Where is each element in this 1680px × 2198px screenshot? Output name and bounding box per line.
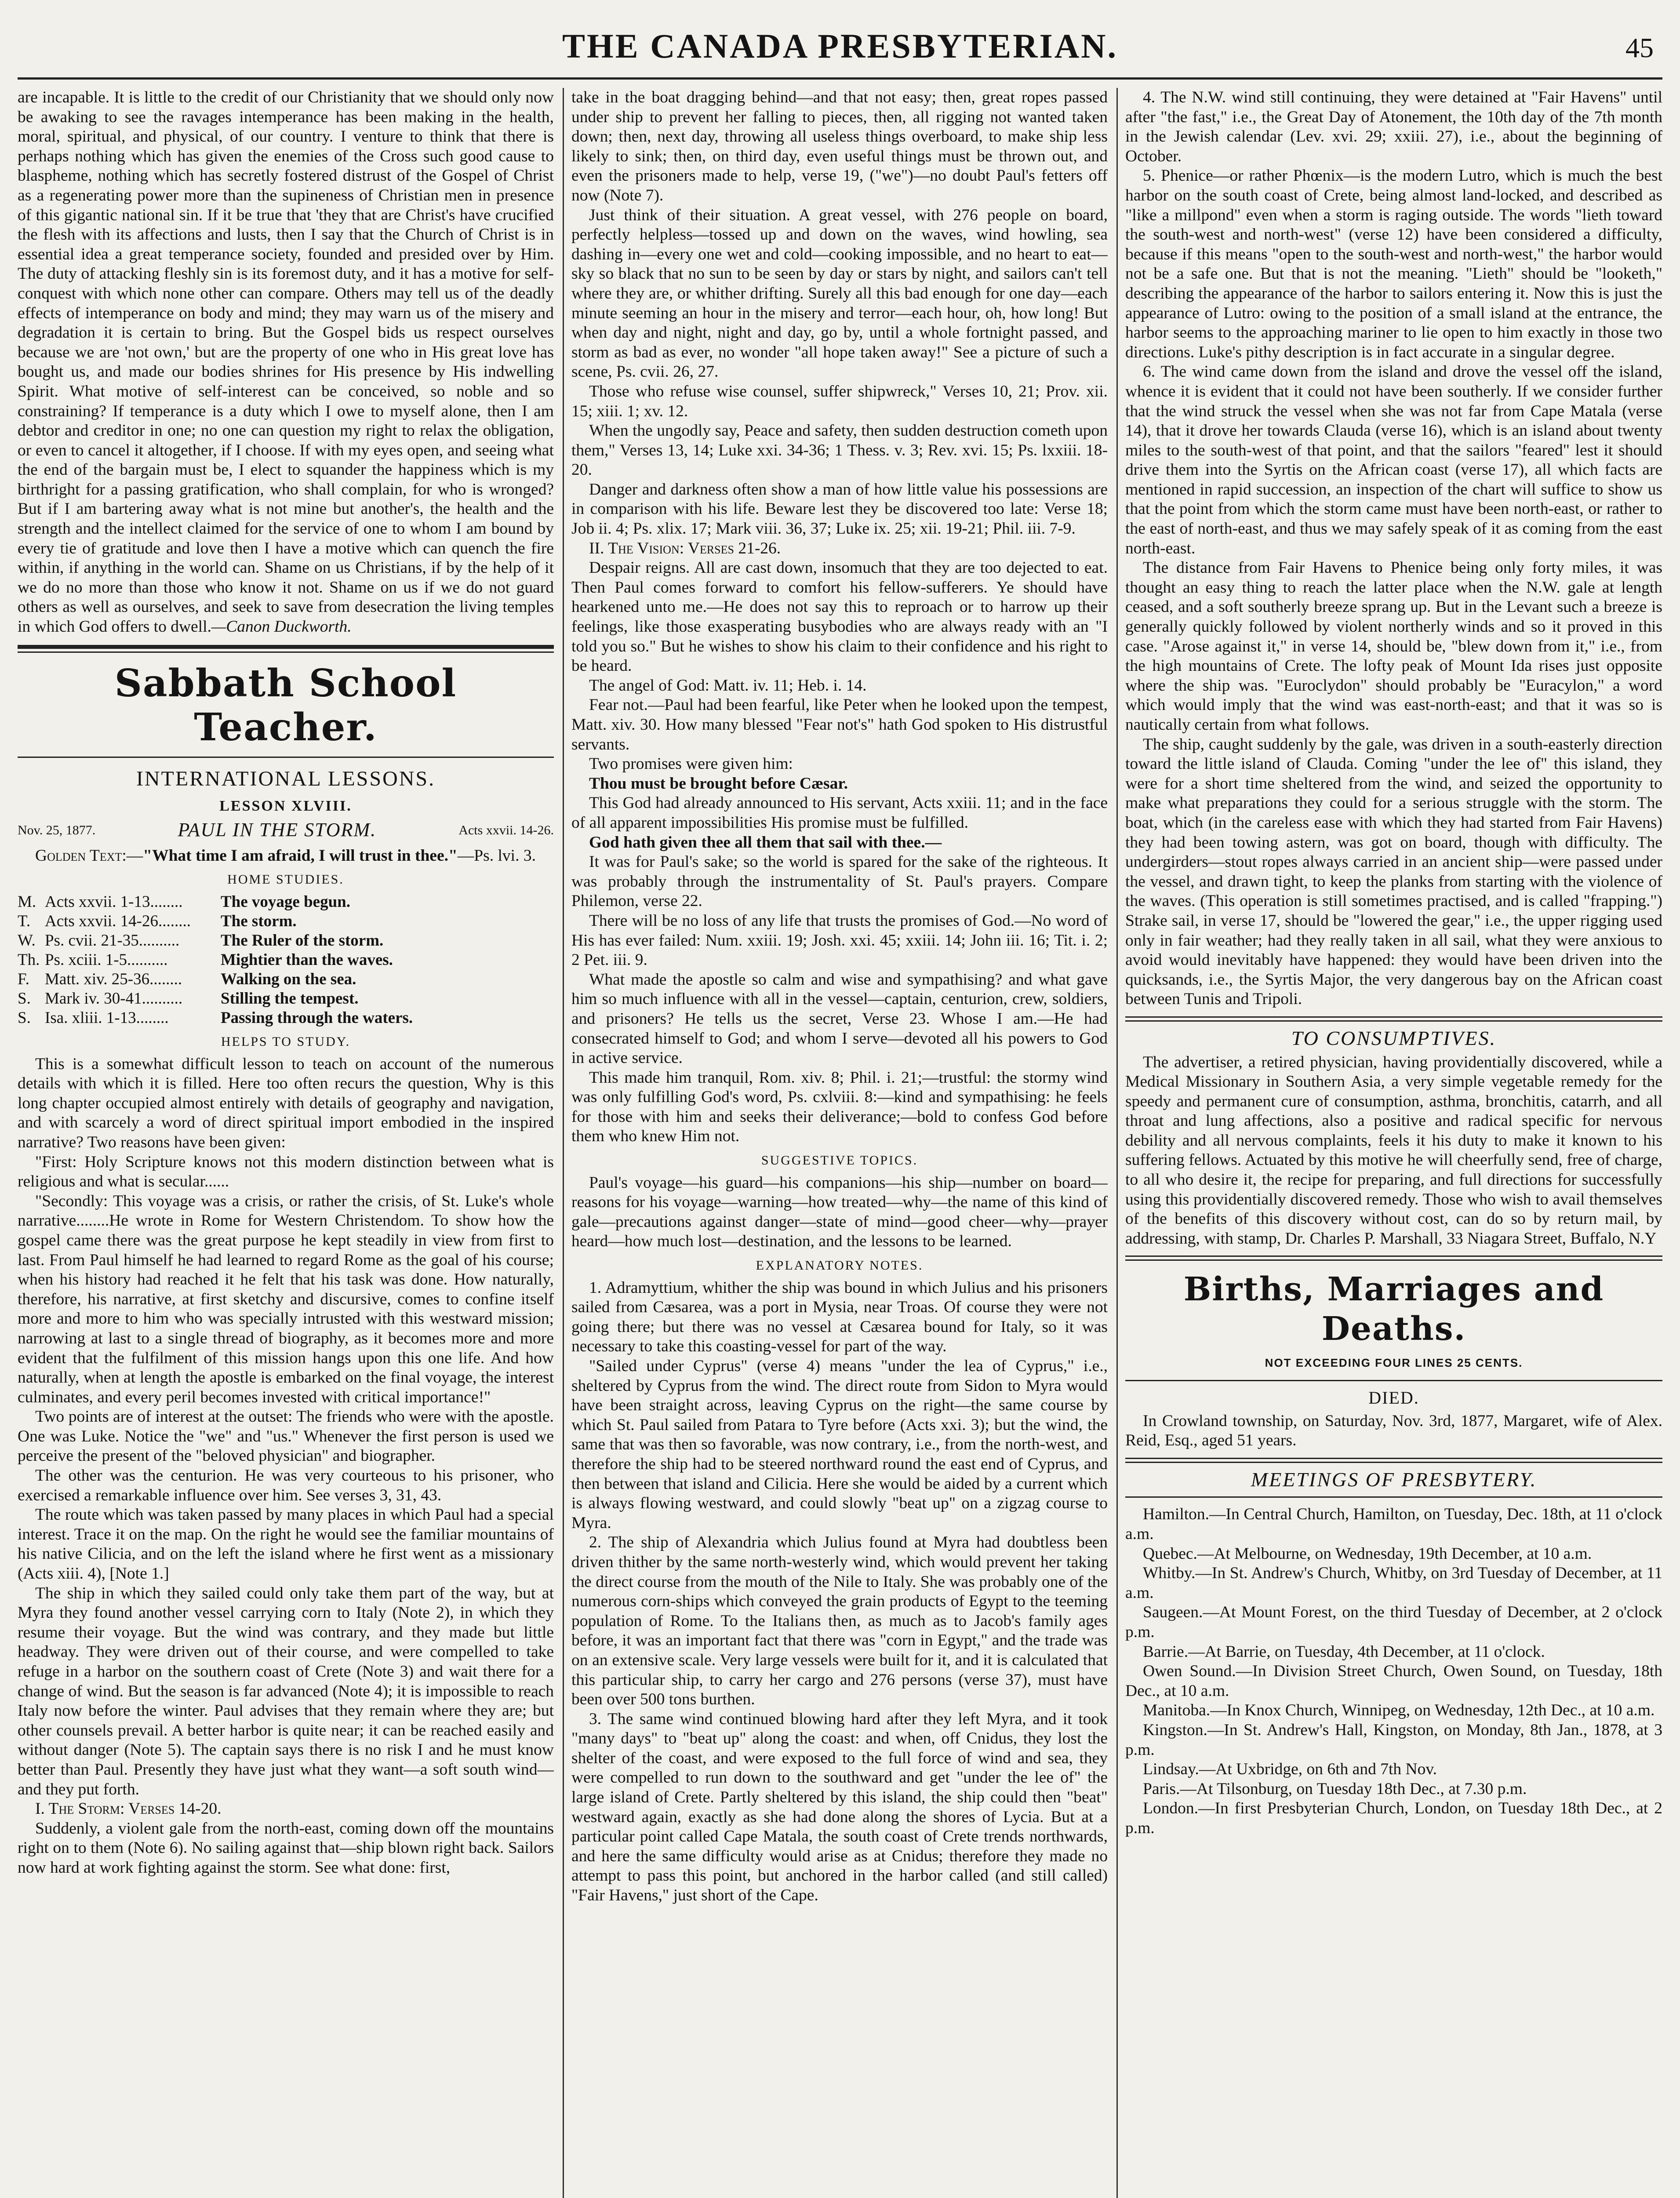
meetings-heading: MEETINGS OF PRESBYTERY. — [1251, 1468, 1537, 1491]
section-rule — [18, 757, 554, 758]
home-studies-list — [18, 892, 554, 1028]
list-item: Saugeen.—At Mount Forest, on the third Tuesday of December, at 2 o'clock p.m. — [1125, 1603, 1662, 1641]
section-rule — [1125, 1458, 1662, 1463]
section-rule — [18, 645, 554, 653]
paragraph: The distance from Fair Havens to Phenice being only forty miles, it was thought an easy thing to reach the latter place when the N.W. gale at length ceased, and a soft southerly breeze sprang up. But in the Levant such a breeze is generally quickly followed by violent northerly winds and so it proved in this case. "Arose against it," in verse 14, should be, "blew down from it," i.e., from the high mountains of Crete. The lofty peak of Mount Ida rises just opposite where the ship was. "Euroclydon" should probably be "Euracylon," a word which would imply that the wind was east-north-east; and that it was so is nautically certain from what follows. — [1125, 559, 1662, 734]
golden-text: Golden Text:—"What time I am afraid, I will trust in thee."—Ps. lvi. 3. — [35, 846, 536, 865]
paragraph: Suddenly, a violent gale from the north-east, coming down off the mountains right on to them (Note 6). No sailing against that—ship blown right back. Sailors now hard at work fighting against the storm. See what done: first, — [18, 1819, 554, 1877]
subheading: I. The Storm: Verses 14-20. — [35, 1800, 222, 1818]
list-item: W. Ps. cvii. 21-35.......... The Ruler of the storm. — [18, 932, 384, 950]
page-number: 45 — [1625, 32, 1654, 63]
advertisement: The advertiser, a retired physician, having providentially discovered, while a Medical Missionary in Southern Asia, a very simple vegetable remedy for the speedy and permanent cure of consumption, asthma, bronchitis, catarrh, and all throat and lung affections, also a positive and radical specific for nervous debility and all nervous complaints, feels it his duty to make it known to his suffering fellows. Actuated by this motive he will cheerfully send, free of charge, to all who desire it, the recipe for preparing, and full directions for successfully using this providentially discovered remedy. Those who wish to avail themselves of the benefits of this discovery without cost, can do so by return mail, by addressing, with stamp, Dr. Charles P. Marshall, 33 Niagara Street, Buffalo, N.Y — [1125, 1053, 1662, 1248]
paragraph: "First: Holy Scripture knows not this modern distinction between what is religious and what is secular...... — [18, 1153, 554, 1191]
column-2 — [571, 88, 1108, 2198]
section-rule — [1125, 1255, 1662, 1261]
paragraph: 6. The wind came down from the island and drove the vessel off the island, whence it is evident that it could not have been southerly. If we consider further that the wind struck the vessel when she was not far from Cape Matala (verse 14), that it drove her towards Clauda (verse 16), which is an island about twenty miles to the south-west of that point, and that the sailors "feared" lest it should drive them into the Syrtis on the African coast (verse 17), all which facts are mentioned in rapid succession, an inspection of the chart will suffice to show us that the point from which the storm came must have been north-east, or rather to the east of north-east, and thus we may safely speak of it as coming from the east north-east. — [1125, 363, 1662, 557]
list-item: M. Acts xxvii. 1-13........ The voyage begun. — [18, 893, 351, 911]
newspaper-title: THE CANADA PRESBYTERIAN. — [562, 27, 1118, 65]
lesson-header — [18, 820, 554, 840]
paragraph: The other was the centurion. He was very courteous to his prisoner, who exercised a remarkable influence over him. See verses 3, 31, 43. — [18, 1467, 554, 1504]
subheading: II. The Vision: Verses 21-26. — [589, 539, 781, 557]
paragraph: take in the boat dragging behind—and that not easy; then, great ropes passed under ship to prevent her falling to pieces, then, all rigging not wanted taken down; then, next day, throwing all useless things overboard, to make ship less likely to sink; then, on third day, even useful things must be thrown out, and even the prisoners made to help, verse 19, ("we")—no doubt Paul's fetters off now (Note 7). — [571, 88, 1108, 204]
paragraph: Fear not.—Paul had been fearful, like Peter when he looked upon the tempest, Matt. xiv. 30. How many blessed "Fear not's" hath God spoken to His distrustful servants. — [571, 696, 1108, 753]
paragraph: Thou must be brought before Cæsar. — [589, 774, 848, 793]
paragraph: Despair reigns. All are cast down, insomuch that they are too dejected to eat. Then Paul comes forward to comfort his fellow-sufferers. Ye should have hearkened unto me.—He does not say this to reproach or to harrow up their feelings, like those exasperating busybodies who are always ready with an "I told you so." But he wishes to show his claim to their confidence and his right to be heard. — [571, 559, 1108, 675]
section-title: Sabbath School Teacher. — [114, 661, 457, 750]
suggestive-topics-heading: SUGGESTIVE TOPICS. — [761, 1153, 918, 1168]
paragraph: "Secondly: This voyage was a crisis, or rather the crisis, of St. Luke's whole narrative........He wrote in Rome for Western Christendom. To show how the gospel came there was the great purpose he kept steadily in view from first to last. From Paul himself he had learned to regard Rome as the goal of his course; when his history had reached it he felt that his task was done. How naturally, therefore, his narrative, at first sketchy and discursive, comes to confine itself more and more to him who was specially intrusted with this westward mission; narrowing at last to a single thread of biography, as it becomes more and more evident that the fulfilment of this mission hangs upon this one life. And how naturally, when at length the apostle is embarked on the final voyage, the interest culminates, and every peril becomes invested with critical importance!" — [18, 1192, 554, 1406]
list-item: T. Acts xxvii. 14-26........ The storm. — [18, 912, 297, 930]
lesson-title: PAUL IN THE STORM. — [178, 819, 377, 841]
column-separator — [1116, 88, 1118, 2198]
list-item: S. Isa. xliii. 1-13........ Passing through the waters. — [18, 1009, 413, 1027]
temperance-article: are incapable. It is little to the credit of our Christianity that we should only now be awaking to see the ravages intemperance has been making in the health, moral, spiritual, and physical, of our country. I venture to think that there is perhaps nothing which has given the enemies of the Cross such good cause to blaspheme, nothing which has secretly fostered distrust of the Gospel of Christ as a regenerating power more than the supineness of Christian men in presence of this gigantic national sin. If it be true that 'they that are Christ's have crucified the flesh with its affections and lusts, then I say that the Church of Christ is in essential idea a great temperance society, founded and presided over by Him. The duty of attacking fleshly sin is its foremost duty, and it has a motive for self-conquest with which none other can compare. Others may tell us of the deadly effects of intemperance on body and mind; they may warn us of the misery and degradation it is certain to bring. But the Gospel bids us respect ourselves because we are 'not own,' but are the property of one who in His great love has bought us, and made our bodies shrines for His presence by His indwelling Spirit. What motive of self-interest can be conceived, so noble and so constraining? If temperance is a duty which I owe to myself alone, then I am debtor and creditor in one; no one can question my right to relax the obligation, or even to cancel it altogether, if I choose. If with my eyes open, and seeing what the end of the bargain must be, I elect to squander the happiness which is my birthright for a passing gratification, who shall complain, for who is wronged? But if I am bartering away what is not mine but another's, the health and the strength and the intellect claimed for the service of one to whom I am bound by every tie of gratitude and love then I have a motive which can quench the fire within, if anything in the world can. Shame on us Christians, if by the help of it we do no more than those who know it not. Shame on us if we do not guard others as well as ourselves, and seek to save from desecration the living temples in which God offers to dwell.—Canon Duckworth. — [18, 88, 554, 636]
paragraph: God hath given thee all them that sail with thee.— — [589, 833, 942, 852]
section-rule — [1125, 1496, 1662, 1498]
paragraph: 3. The same wind continued blowing hard after they left Myra, and it took "many days" to "beat up" along the coast: and when, off Cnidus, they lost the shelter of the coast, and were exposed to the full force of wind and sea, they were compelled to run down to the southward and get "under the lee of" the large island of Crete. Partly sheltered by this island, the ship could then "beat" westward again, exactly as she had done along the shores of Lycia. But at a particular point called Cape Matala, the south coast of Crete trends northwards, and here the same difficulty would arise as at Cnidus; therefore they made no attempt to pass this point, but anchored in the harbor called (and still called) "Fair Havens," just short of the Cape. — [571, 1710, 1108, 1905]
paragraph: Two promises were given him: — [589, 755, 793, 773]
column-3 — [1125, 88, 1662, 2198]
column-1 — [18, 88, 554, 2198]
explanatory-notes-heading: EXPLANATORY NOTES. — [756, 1258, 924, 1273]
list-item: Whitby.—In St. Andrew's Church, Whitby, on 3rd Tuesday of December, at 11 a.m. — [1125, 1564, 1662, 1602]
paragraph: 2. The ship of Alexandria which Julius found at Myra had doubtless been driven thither by the same north-westerly wind, which would prevent her taking the direct course from the mouth of the Nile to Italy. She was probably one of the numerous corn-ships which conveyed the grain products of Egypt to the teeming population of Rome. To the Italians then, as much as to Jacob's family ages before, it was an important fact that there was "corn in Egypt," and the trade was on an extensive scale. Very large vessels were built for it, and it is calculated that this particular ship, to carry her cargo and 276 persons (verse 37), must have been over 500 tons burthen. — [571, 1533, 1108, 1709]
list-item: Barrie.—At Barrie, on Tuesday, 4th December, at 11 o'clock. — [1143, 1642, 1545, 1661]
list-item: Kingston.—In St. Andrew's Hall, Kingston, on Monday, 8th Jan., 1878, at 3 p.m. — [1125, 1721, 1662, 1759]
masthead-rule — [18, 77, 1662, 80]
list-item: Th. Ps. xciii. 1-5.......... Mightier than the waves. — [18, 951, 393, 969]
home-studies-heading: HOME STUDIES. — [227, 872, 344, 887]
lesson-number: LESSON XLVIII. — [219, 797, 352, 814]
consumptives-heading: TO CONSUMPTIVES. — [1291, 1026, 1497, 1049]
list-item: Paris.—At Tilsonburg, on Tuesday 18th Dec., at 7.30 p.m. — [1143, 1780, 1527, 1798]
death-notice: In Crowland township, on Saturday, Nov. 3rd, 1877, Margaret, wife of Alex. Reid, Esq., aged 51 years. — [1125, 1412, 1662, 1450]
paragraph: "Sailed under Cyprus" (verse 4) means "under the lea of Cyprus," i.e., sheltered by Cyprus from the wind. The direct route from Sidon to Myra would have been straight across, leaving Cyprus on the right—the same course by which St. Paul sailed from Patara to Tyre before (Acts xxi. 3); but the wind, the same that was then so favorable, was now contrary, i.e., from the north-west, and therefore the ship had to be steered northward round the east end of Cyprus, and then between that island and Cilicia. Here she would be aided by a current which is always flowing westward, and could slowly "beat up" on a zigzag course to Myra. — [571, 1357, 1108, 1532]
paragraph: 1. Adramyttium, whither the ship was bound in which Julius and his prisoners sailed from Cæsarea, was a port in Mysia, near Troas. Of course they were not going there; but there was no vessel at Cæsarea bound for Italy, so it was necessary to take this coasting-vessel for part of the way. — [571, 1278, 1108, 1356]
paragraph: The angel of God: Matt. iv. 11; Heb. i. 14. — [589, 676, 867, 695]
paragraph: There will be no loss of any life that trusts the promises of God.—No word of His has ever failed: Num. xxiii. 19; Josh. xxi. 45; xxiii. 14; John iii. 16; Tit. i. 2; 2 Pet. iii. 9. — [571, 911, 1108, 969]
masthead — [18, 26, 1662, 75]
paragraph: This God had already announced to His servant, Acts xxiii. 11; and in the face of all apparent impossibilities His promise must be fulfilled. — [571, 794, 1108, 832]
paragraph: 5. Phenice—or rather Phœnix—is the modern Lutro, which is much the best harbor on the south coast of Crete, being almost land-locked, and described as "like a millpond" even when a storm is raging outside. The words "lieth toward the south-west and north-west" (verse 12) have been considered a difficulty, because if this means "open to the south-west and north-west," the harbor would not be a safe one. But that is not the meaning. "Lieth" should be "looketh," describing the appearance of the harbor to sailors entering it. Now this is just the appearance of Lutro: owing to the position of a small island at the entrance, the harbor seems to the approaching mariner to lie open to him exactly in those two directions. Luke's pithy description is in fact accurate in a singular degree. — [1125, 167, 1662, 361]
section-rule — [1125, 1380, 1662, 1381]
paragraph: Those who refuse wise counsel, suffer shipwreck," Verses 10, 21; Prov. xii. 15; xiii. 1; xv. 12. — [571, 382, 1108, 420]
helps-heading: HELPS TO STUDY. — [221, 1034, 351, 1049]
list-item: London.—In first Presbyterian Church, London, on Tuesday 18th Dec., at 2 p.m. — [1125, 1799, 1662, 1837]
list-item: Hamilton.—In Central Church, Hamilton, on Tuesday, Dec. 18th, at 11 o'clock a.m. — [1125, 1505, 1662, 1543]
paragraph: When the ungodly say, Peace and safety, then sudden destruction cometh upon them," Verses 13, 14; Luke xxi. 34-36; 1 Thess. v. 3; Rev. xvi. 15; Ps. lxxiii. 18-20. — [571, 422, 1108, 479]
paragraph: Danger and darkness often show a man of how little value his possessions are in comparison with his life. Beware lest they be discovered too late: Verse 18; Job ii. 4; Ps. xlix. 17; Mark viii. 36, 37; Luke ix. 25; xii. 19-21; Phil. iii. 7-9. — [571, 480, 1108, 538]
paragraph: This is a somewhat difficult lesson to teach on account of the numerous details with which it is filled. Here too often recurs the question, Why is this long chapter occupied almost entirely with details of geography and navigation, and with scarcely a word of direct spiritual import embodied in the inspired narrative? Two reasons have been given: — [18, 1055, 554, 1151]
column-separator — [563, 88, 564, 2198]
lesson-reference: Acts xxvii. 14-26. — [458, 822, 554, 837]
list-item: Owen Sound.—In Division Street Church, Owen Sound, on Tuesday, 18th Dec., at 10 a.m. — [1125, 1662, 1662, 1700]
paragraph: What made the apostle so calm and wise and sympathising? and what gave him so much influence with all in the vessel—captain, centurion, crew, soldiers, and prisoners? He tells us the secret, Verse 23. Whose I am.—He had consecrated himself to God; and whom I serve—devoted all his powers to God in active service. — [571, 970, 1108, 1067]
notice-rate: NOT EXCEEDING FOUR LINES 25 CENTS. — [1265, 1356, 1523, 1370]
paragraph: The ship, caught suddenly by the gale, was driven in a south-easterly direction toward the little island of Clauda. Coming "under the lee of" this island, they were for a short time sheltered from the wind, and seized the opportunity to make what preparations they could for a serious struggle with the storm. The boat, which (in the careless ease with which they had started from Fair Havens) they had been towing astern, was got on board, though with difficulty. The undergirders—stout ropes always carried in an ancient ship—were passed under the vessel, and drawn tight, to keep the planks from starting with the violence of the waves. (This operation is still sometimes practised, and is called "frapping.") Strake sail, in verse 17, should be "lowered the gear," i.e., the upper rigging used only in fair weather; had they really taken in all sail, what they were anxious to avoid would inevitably have happened: they would have been driven into the quicksands, i.e., the Syrtis Major, the very dangerous bay on the African coast between Tunis and Tripoli. — [1125, 735, 1662, 1008]
international-lessons-heading: INTERNATIONAL LESSONS. — [136, 767, 436, 790]
article-signature: —Canon Duckworth. — [211, 618, 352, 636]
died-heading: DIED. — [1368, 1388, 1419, 1408]
list-item: Manitoba.—In Knox Church, Winnipeg, on Wednesday, 12th Dec., at 10 a.m. — [1143, 1701, 1655, 1720]
births-marriages-deaths-heading: Births, Marriages and Deaths. — [1183, 1270, 1604, 1348]
paragraph: The route which was taken passed by many places in which Paul had a special interest. Trace it on the map. On the right he would see the familiar mountains of his native Cilicia, and on the left the island where he first went as a missionary (Acts xiii. 4), [Note 1.] — [18, 1506, 554, 1583]
paragraph: Just think of their situation. A great vessel, with 276 people on board, perfectly helpless—tossed up and down on the waves, wind howling, sea dashing in—every one wet and cold—cooking impossible, and no heart to eat—sky so black that no sun to be seen by day or stars by night, and sailors can't tell where they are, or whither drifting. Surely all this bad enough for one day—each minute seeming an hour in the misery and terror—each hour, oh, how long! But when day and night, night and day, go by, until a whole fortnight passed, and storm as bad as ever, no wonder "all hope taken away!" See a picture of such a scene, Ps. cvii. 26, 27. — [571, 206, 1108, 381]
lesson-date: Nov. 25, 1877. — [18, 822, 96, 837]
paragraph: Two points are of interest at the outset: The friends who were with the apostle. One was Luke. Notice the "we" and "us." Whenever the first person is used we perceive the present of the "beloved physician" and biographer. — [18, 1408, 554, 1465]
paragraph: It was for Paul's sake; so the world is spared for the sake of the righteous. It was probably through the instrumentality of St. Paul's prayers. Compare Philemon, verse 22. — [571, 853, 1108, 910]
paragraph: 4. The N.W. wind still continuing, they were detained at "Fair Havens" until after "the fast," i.e., the Great Day of Atonement, the 10th day of the 7th month in the Jewish calendar (Lev. xvi. 29; xxiii. 27), i.e., about the beginning of October. — [1125, 88, 1662, 165]
list-item: Lindsay.—At Uxbridge, on 6th and 7th Nov. — [1143, 1760, 1437, 1779]
paragraph: The ship in which they sailed could only take them part of the way, but at Myra they found another vessel carrying corn to Italy (Note 2), in which they resume their voyage. But the wind was contrary, and they made but little headway. They were driven out of their course, and were compelled to take refuge in a harbor on the southern coast of Crete (Note 3) and wait there for a change of wind. But the season is far advanced (Note 4); it is impossible to reach Italy now before the winter. Paul advises that they remain where they are; but other counsels prevail. A better harbor is quite near; it can be reached easily and without danger (Note 5). The captain says there is no risk I and he must know better than Paul. Presently they have just what they want—a soft south wind—and they put forth. — [18, 1584, 554, 1798]
section-rule — [1125, 1016, 1662, 1022]
paragraph: This made him tranquil, Rom. xiv. 8; Phil. i. 21;—trustful: the stormy wind was only fulfilling God's word, Ps. cxlviii. 8:—kind and sympathising: he feels for those with him and seeks their deliverance;—bold to confess God before them who knew Him not. — [571, 1068, 1108, 1146]
list-item: Quebec.—At Melbourne, on Wednesday, 19th December, at 10 a.m. — [1143, 1544, 1592, 1563]
list-item: F. Matt. xiv. 25-36........ Walking on the sea. — [18, 970, 356, 988]
list-item: S. Mark iv. 30-41.......... Stilling the tempest. — [18, 990, 359, 1008]
paragraph: Paul's voyage—his guard—his companions—his ship—number on board—reasons for his voyage—warning—how treated—why—the name of this kind of gale—precautions against danger—state of mind—good cheer—why—prayer heard—how much lost—destination, and the lessons to be learned. — [571, 1173, 1108, 1251]
